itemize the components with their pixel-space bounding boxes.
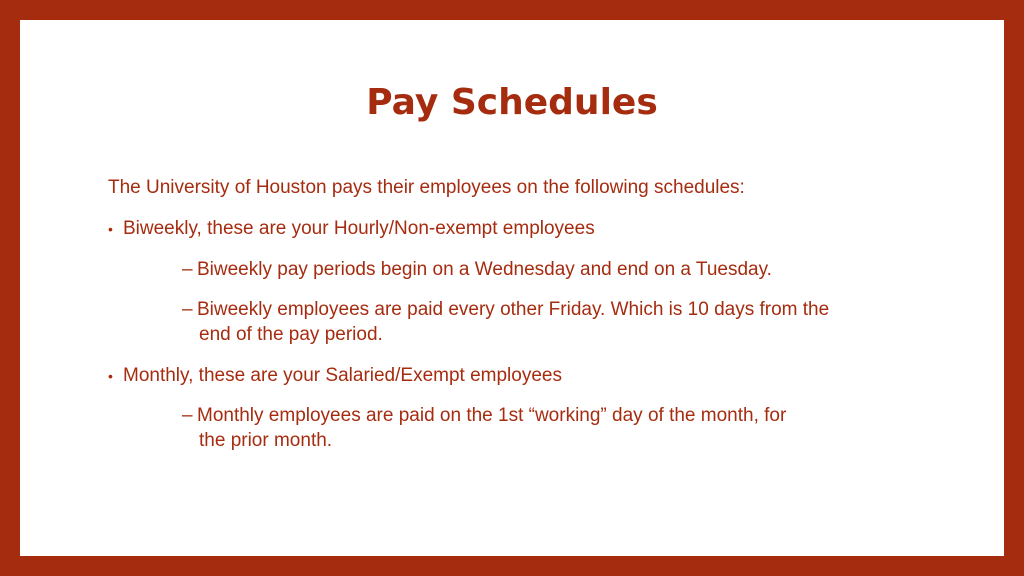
subbullet-2-1-continuation: the prior month. (199, 430, 333, 451)
subbullet-1-2-dash: – (182, 299, 193, 320)
subbullet-1-1-dash: – (182, 259, 193, 280)
subbullet-1-2-text: Biweekly employees are paid every other Friday. Which is 10 days from the (197, 299, 830, 320)
bullet-1-marker: • (108, 221, 113, 237)
intro-text: The University of Houston pays their employees on the following schedules: (108, 177, 745, 198)
subbullet-2-1-text: Monthly employees are paid on the 1st “working” day of the month, for (197, 405, 787, 426)
bullet-1-text: Biweekly, these are your Hourly/Non-exempt employees (123, 218, 595, 239)
bullet-2-text: Monthly, these are your Salaried/Exempt employees (123, 365, 562, 386)
subbullet-1-2-continuation: end of the pay period. (199, 324, 383, 345)
slide-title: Pay Schedules (366, 82, 658, 123)
subbullet-1-1-text: Biweekly pay periods begin on a Wednesday and end on a Tuesday. (197, 259, 772, 280)
bullet-2-marker: • (108, 368, 113, 384)
subbullet-2-1-dash: – (182, 405, 193, 426)
